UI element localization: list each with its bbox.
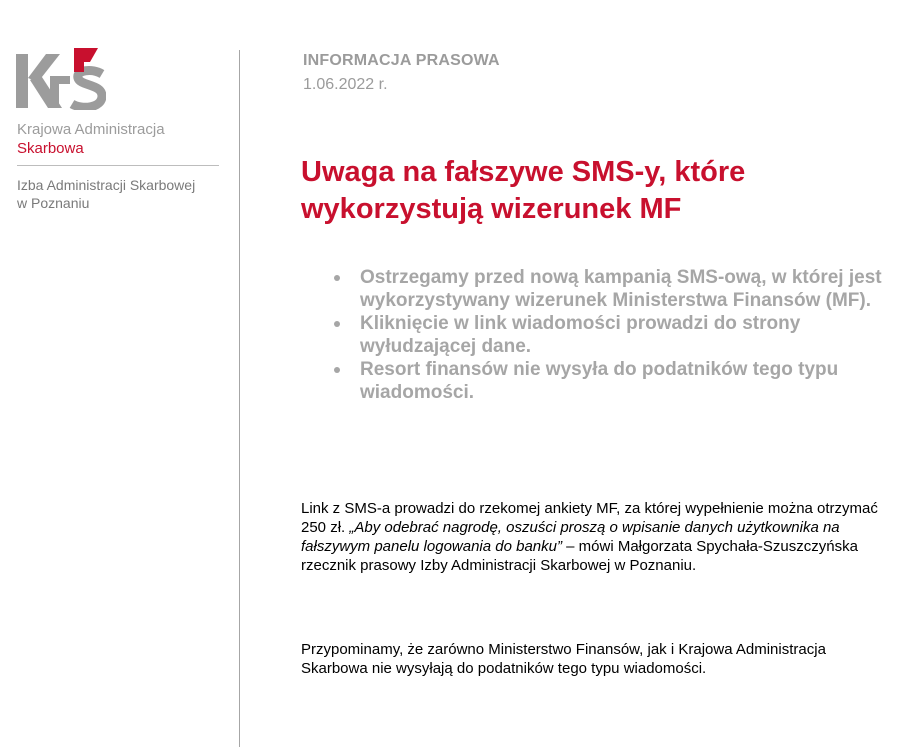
key-point-text: Resort finansów nie wysyła do podatników tego typu wiadomości. [360, 359, 839, 403]
spokesperson-quote: „Aby odebrać nagrodę, oszuści proszą o wpisanie danych użytkownika na fałszywym panelu logowania do banku” [301, 519, 840, 555]
sidebar [0, 0, 238, 747]
bullet-icon [334, 321, 340, 327]
vertical-divider [239, 50, 240, 747]
press-release-date: 1.06.2022 r. [303, 76, 388, 93]
key-point [360, 312, 900, 358]
body-paragraph-2: Przypominamy, że zarówno Ministerstwo Finansów, jak i Krajowa Administracja Skarbowa nie wysyłają do podatników tego typu wiadomości. [301, 641, 826, 677]
bullet-icon [334, 367, 340, 373]
office-name-line2: w Poznaniu [17, 195, 90, 211]
kas-logo-icon [16, 48, 106, 110]
key-point-text: Ostrzegamy przed nową kampanią SMS-ową, w której jest wykorzystywany wizerunek Ministerstwa Finansów (MF). [360, 267, 882, 311]
paragraph-1-text: Link z SMS-a prowadzi do rzekomej ankiety MF, za której wypełnienie można otrzymać 250 zł. [301, 500, 878, 536]
organization-name [17, 120, 165, 158]
key-point-text: Kliknięcie w link wiadomości prowadzi do strony wyłudzającej dane. [360, 313, 801, 357]
key-points-list [360, 266, 900, 404]
office-name-line1: Izba Administracji Skarbowej [17, 177, 196, 193]
headline: Uwaga na fałszywe SMS-y, które wykorzystują wizerunek MF [301, 156, 746, 225]
press-release-label: INFORMACJA PRASOWA [303, 52, 500, 69]
organization-name-line1: Krajowa Administracja [17, 121, 165, 138]
paragraph-1-attribution: – mówi Małgorzata Spychała-Szuszczyńska rzecznik prasowy Izby Administracji Skarbowej w Poznaniu. [301, 538, 858, 574]
sidebar-divider [17, 165, 219, 166]
key-point [360, 358, 900, 404]
organization-name-line2: Skarbowa [17, 140, 84, 157]
body-paragraph-1 [301, 499, 891, 575]
bullet-icon [334, 275, 340, 281]
office-name [17, 176, 232, 212]
key-point [360, 266, 900, 312]
